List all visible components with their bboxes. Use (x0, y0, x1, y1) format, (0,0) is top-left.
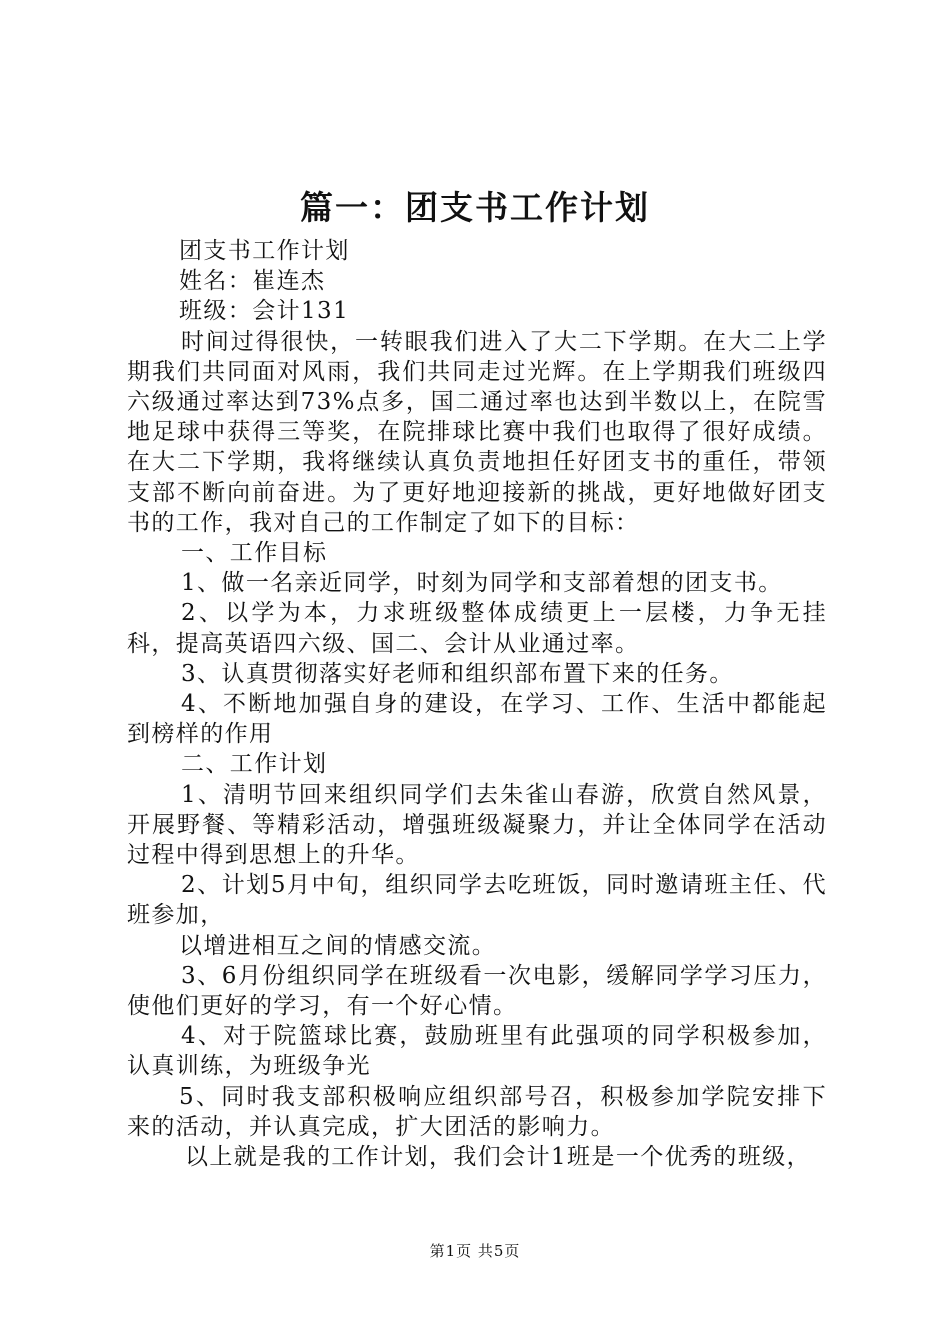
paragraph: 1、做一名亲近同学，时刻为同学和支部着想的团支书。 (181, 570, 783, 597)
paragraph: 二、工作计划 (181, 751, 328, 778)
page-footer: 第1页 共5页 (429, 1242, 521, 1260)
paragraph: 3、6月份组织同学在班级看一次电影，缓解同学学习压力，使他们更好的学习，有一个好心情。 (127, 962, 827, 1020)
paragraph: 2、以学为本，力求班级整体成绩更上一层楼，力争无挂科，提高英语四六级、国二、会计从业通过率。 (127, 600, 827, 657)
paragraph: 一、工作目标 (181, 540, 328, 567)
paragraph: 3、认真贯彻落实好老师和组织部布置下来的任务。 (181, 660, 734, 687)
paragraph: 团支书工作计划 (179, 238, 350, 264)
paragraph: 4、对于院篮球比赛，鼓励班里有此强项的同学积极参加，认真训练，为班级争光 (127, 1023, 827, 1080)
paragraph: 时间过得很快，一转眼我们进入了大二下学期。在大二上学期我们共同面对风雨，我们共同走过光辉。在上学期我们班级四六级通过率达到73%点多，国二通过率也达到半数以上，在院雪地足球中获得三等奖，在院排球比赛中我们也取得了很好成绩。在大二下学期，我将继续认真负责地担任好团支书的重任，带领支部不断向前奋进。为了更好地迎接新的挑战，更好地做好团支书的工作，我对自己的工作制定了如下的目标： (127, 328, 827, 536)
paragraph: 班级：会计131 (179, 298, 350, 325)
paragraph: 以增进相互之间的情感交流。 (179, 932, 497, 959)
paragraph: 5、同时我支部积极响应组织部号召，积极参加学院安排下来的活动，并认真完成，扩大团活的影响力。 (127, 1083, 827, 1140)
paragraph: 2、计划5月中旬，组织同学去吃班饭，同时邀请班主任、代班参加， (127, 872, 827, 929)
paragraph: 以上就是我的工作计划，我们会计1班是一个优秀的班级， (185, 1144, 812, 1171)
document-title: 篇一：团支书工作计划 (300, 188, 650, 227)
document-body (127, 236, 827, 1172)
paragraph: 1、清明节回来组织同学们去朱雀山春游，欣赏自然风景，开展野餐、等精彩活动，增强班级凝聚力，并让全体同学在活动过程中得到思想上的升华。 (127, 781, 827, 869)
paragraph: 姓名：崔连杰 (179, 268, 326, 295)
paragraph: 4、不断地加强自身的建设，在学习、工作、生活中都能起到榜样的作用 (127, 691, 827, 748)
